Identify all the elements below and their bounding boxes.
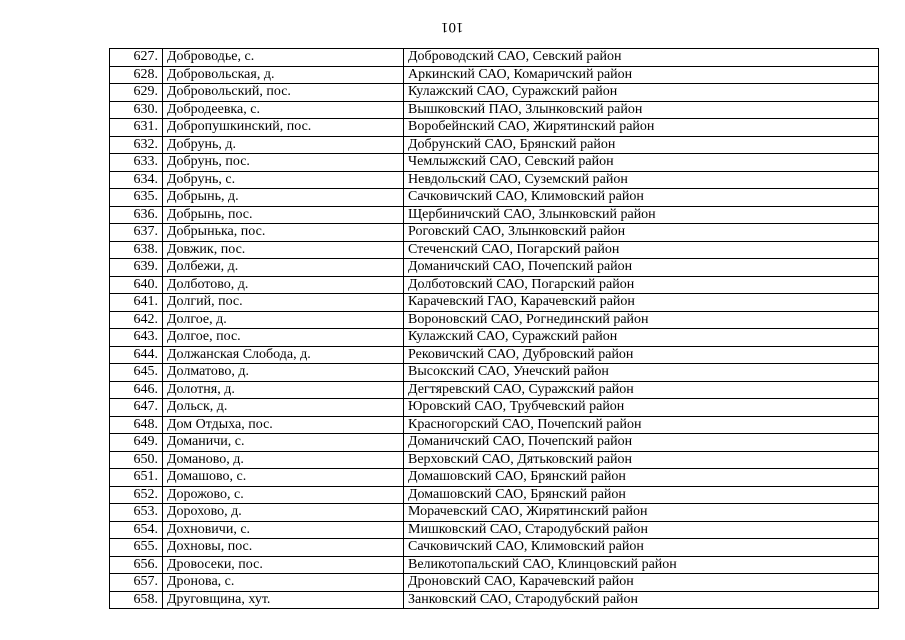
- row-number: 645.: [110, 364, 163, 382]
- table-row: [110, 136, 879, 154]
- administrative-unit: Доманичский САО, Почепский район: [404, 259, 879, 277]
- administrative-unit: Занковский САО, Стародубский район: [404, 591, 879, 609]
- table-row: [110, 329, 879, 347]
- row-number: 639.: [110, 259, 163, 277]
- table-row: [110, 486, 879, 504]
- table-row: [110, 399, 879, 417]
- table-row: [110, 346, 879, 364]
- settlement-name: Добрунь, с.: [163, 171, 404, 189]
- row-number: 656.: [110, 556, 163, 574]
- row-number: 628.: [110, 66, 163, 84]
- settlement-name: Дровосеки, пос.: [163, 556, 404, 574]
- settlement-name: Долбежи, д.: [163, 259, 404, 277]
- row-number: 650.: [110, 451, 163, 469]
- administrative-unit: Чемлыжский САО, Севский район: [404, 154, 879, 172]
- row-number: 642.: [110, 311, 163, 329]
- row-number: 631.: [110, 119, 163, 137]
- settlement-name: Долгое, пос.: [163, 329, 404, 347]
- administrative-unit: Вороновский САО, Рогнединский район: [404, 311, 879, 329]
- table-row: [110, 469, 879, 487]
- settlement-name: Добрынь, пос.: [163, 206, 404, 224]
- table-row: [110, 66, 879, 84]
- row-number: 638.: [110, 241, 163, 259]
- table-row: [110, 49, 879, 67]
- administrative-unit: Дегтяревский САО, Суражский район: [404, 381, 879, 399]
- table-body: [110, 49, 879, 609]
- settlement-name: Добрынька, пос.: [163, 224, 404, 242]
- table-row: [110, 381, 879, 399]
- row-number: 652.: [110, 486, 163, 504]
- row-number: 634.: [110, 171, 163, 189]
- row-number: 632.: [110, 136, 163, 154]
- row-number: 629.: [110, 84, 163, 102]
- table-row: [110, 591, 879, 609]
- row-number: 644.: [110, 346, 163, 364]
- row-number: 658.: [110, 591, 163, 609]
- table-row: [110, 294, 879, 312]
- row-number: 635.: [110, 189, 163, 207]
- row-number: 640.: [110, 276, 163, 294]
- settlement-name: Долотня, д.: [163, 381, 404, 399]
- settlement-name: Долботово, д.: [163, 276, 404, 294]
- row-number: 643.: [110, 329, 163, 347]
- row-number: 657.: [110, 574, 163, 592]
- row-number: 627.: [110, 49, 163, 67]
- administrative-unit: Великотопальский САО, Клинцовский район: [404, 556, 879, 574]
- table-row: [110, 171, 879, 189]
- settlement-name: Доброводье, с.: [163, 49, 404, 67]
- settlement-name: Долгое, д.: [163, 311, 404, 329]
- settlement-name: Добрунь, д.: [163, 136, 404, 154]
- administrative-unit: Юровский САО, Трубчевский район: [404, 399, 879, 417]
- page-number: 101: [441, 19, 464, 35]
- row-number: 647.: [110, 399, 163, 417]
- table-row: [110, 206, 879, 224]
- administrative-unit: Карачевский ГАО, Карачевский район: [404, 294, 879, 312]
- administrative-unit: Стеченский САО, Погарский район: [404, 241, 879, 259]
- settlement-name: Друговщина, хут.: [163, 591, 404, 609]
- table-row: [110, 539, 879, 557]
- settlement-name: Доманово, д.: [163, 451, 404, 469]
- row-number: 654.: [110, 521, 163, 539]
- settlement-name: Добрынь, д.: [163, 189, 404, 207]
- settlement-name: Дорожово, с.: [163, 486, 404, 504]
- table-row: [110, 224, 879, 242]
- table-row: [110, 364, 879, 382]
- settlement-name: Добровольский, пос.: [163, 84, 404, 102]
- administrative-unit: Доброводский САО, Севский район: [404, 49, 879, 67]
- settlement-name: Должанская Слобода, д.: [163, 346, 404, 364]
- settlement-name: Добродеевка, с.: [163, 101, 404, 119]
- row-number: 630.: [110, 101, 163, 119]
- settlement-name: Дольск, д.: [163, 399, 404, 417]
- administrative-unit: Добрунский САО, Брянский район: [404, 136, 879, 154]
- administrative-unit: Высокский САО, Унечский район: [404, 364, 879, 382]
- table-row: [110, 189, 879, 207]
- administrative-unit: Щербиничский САО, Злынковский район: [404, 206, 879, 224]
- administrative-unit: Сачковичский САО, Климовский район: [404, 189, 879, 207]
- table-row: [110, 154, 879, 172]
- row-number: 633.: [110, 154, 163, 172]
- settlement-name: Добропушкинский, пос.: [163, 119, 404, 137]
- table-row: [110, 241, 879, 259]
- table-row: [110, 101, 879, 119]
- settlement-name: Долматово, д.: [163, 364, 404, 382]
- administrative-unit: Домашовский САО, Брянский район: [404, 486, 879, 504]
- settlement-name: Добрунь, пос.: [163, 154, 404, 172]
- row-number: 655.: [110, 539, 163, 557]
- administrative-unit: Красногорский САО, Почепский район: [404, 416, 879, 434]
- table-row: [110, 434, 879, 452]
- administrative-unit: Сачковичский САО, Климовский район: [404, 539, 879, 557]
- settlement-name: Довжик, пос.: [163, 241, 404, 259]
- settlements-table: [109, 48, 879, 609]
- table-row: [110, 119, 879, 137]
- settlement-name: Доманичи, с.: [163, 434, 404, 452]
- row-number: 641.: [110, 294, 163, 312]
- administrative-unit: Кулажский САО, Суражский район: [404, 84, 879, 102]
- administrative-unit: Верховский САО, Дятьковский район: [404, 451, 879, 469]
- row-number: 649.: [110, 434, 163, 452]
- table-row: [110, 504, 879, 522]
- table-row: [110, 574, 879, 592]
- row-number: 646.: [110, 381, 163, 399]
- table-row: [110, 451, 879, 469]
- administrative-unit: Доманичский САО, Почепский район: [404, 434, 879, 452]
- settlement-name: Долгий, пос.: [163, 294, 404, 312]
- table-row: [110, 259, 879, 277]
- row-number: 653.: [110, 504, 163, 522]
- settlement-name: Дорохово, д.: [163, 504, 404, 522]
- administrative-unit: Морачевский САО, Жирятинский район: [404, 504, 879, 522]
- row-number: 651.: [110, 469, 163, 487]
- administrative-unit: Невдольский САО, Суземский район: [404, 171, 879, 189]
- administrative-unit: Долботовский САО, Погарский район: [404, 276, 879, 294]
- settlement-name: Дронова, с.: [163, 574, 404, 592]
- table-row: [110, 84, 879, 102]
- table-row: [110, 556, 879, 574]
- settlement-name: Добровольская, д.: [163, 66, 404, 84]
- administrative-unit: Аркинский САО, Комаричский район: [404, 66, 879, 84]
- administrative-unit: Роговский САО, Злынковский район: [404, 224, 879, 242]
- row-number: 636.: [110, 206, 163, 224]
- settlement-name: Дом Отдыха, пос.: [163, 416, 404, 434]
- administrative-unit: Кулажский САО, Суражский район: [404, 329, 879, 347]
- table-row: [110, 311, 879, 329]
- settlement-name: Дохновичи, с.: [163, 521, 404, 539]
- table-row: [110, 276, 879, 294]
- settlement-name: Домашово, с.: [163, 469, 404, 487]
- administrative-unit: Вышковский ПАО, Злынковский район: [404, 101, 879, 119]
- row-number: 637.: [110, 224, 163, 242]
- administrative-unit: Дроновский САО, Карачевский район: [404, 574, 879, 592]
- administrative-unit: Домашовский САО, Брянский район: [404, 469, 879, 487]
- administrative-unit: Мишковский САО, Стародубский район: [404, 521, 879, 539]
- table-row: [110, 416, 879, 434]
- administrative-unit: Воробейнский САО, Жирятинский район: [404, 119, 879, 137]
- row-number: 648.: [110, 416, 163, 434]
- settlement-name: Дохновы, пос.: [163, 539, 404, 557]
- table-row: [110, 521, 879, 539]
- administrative-unit: Рековичский САО, Дубровский район: [404, 346, 879, 364]
